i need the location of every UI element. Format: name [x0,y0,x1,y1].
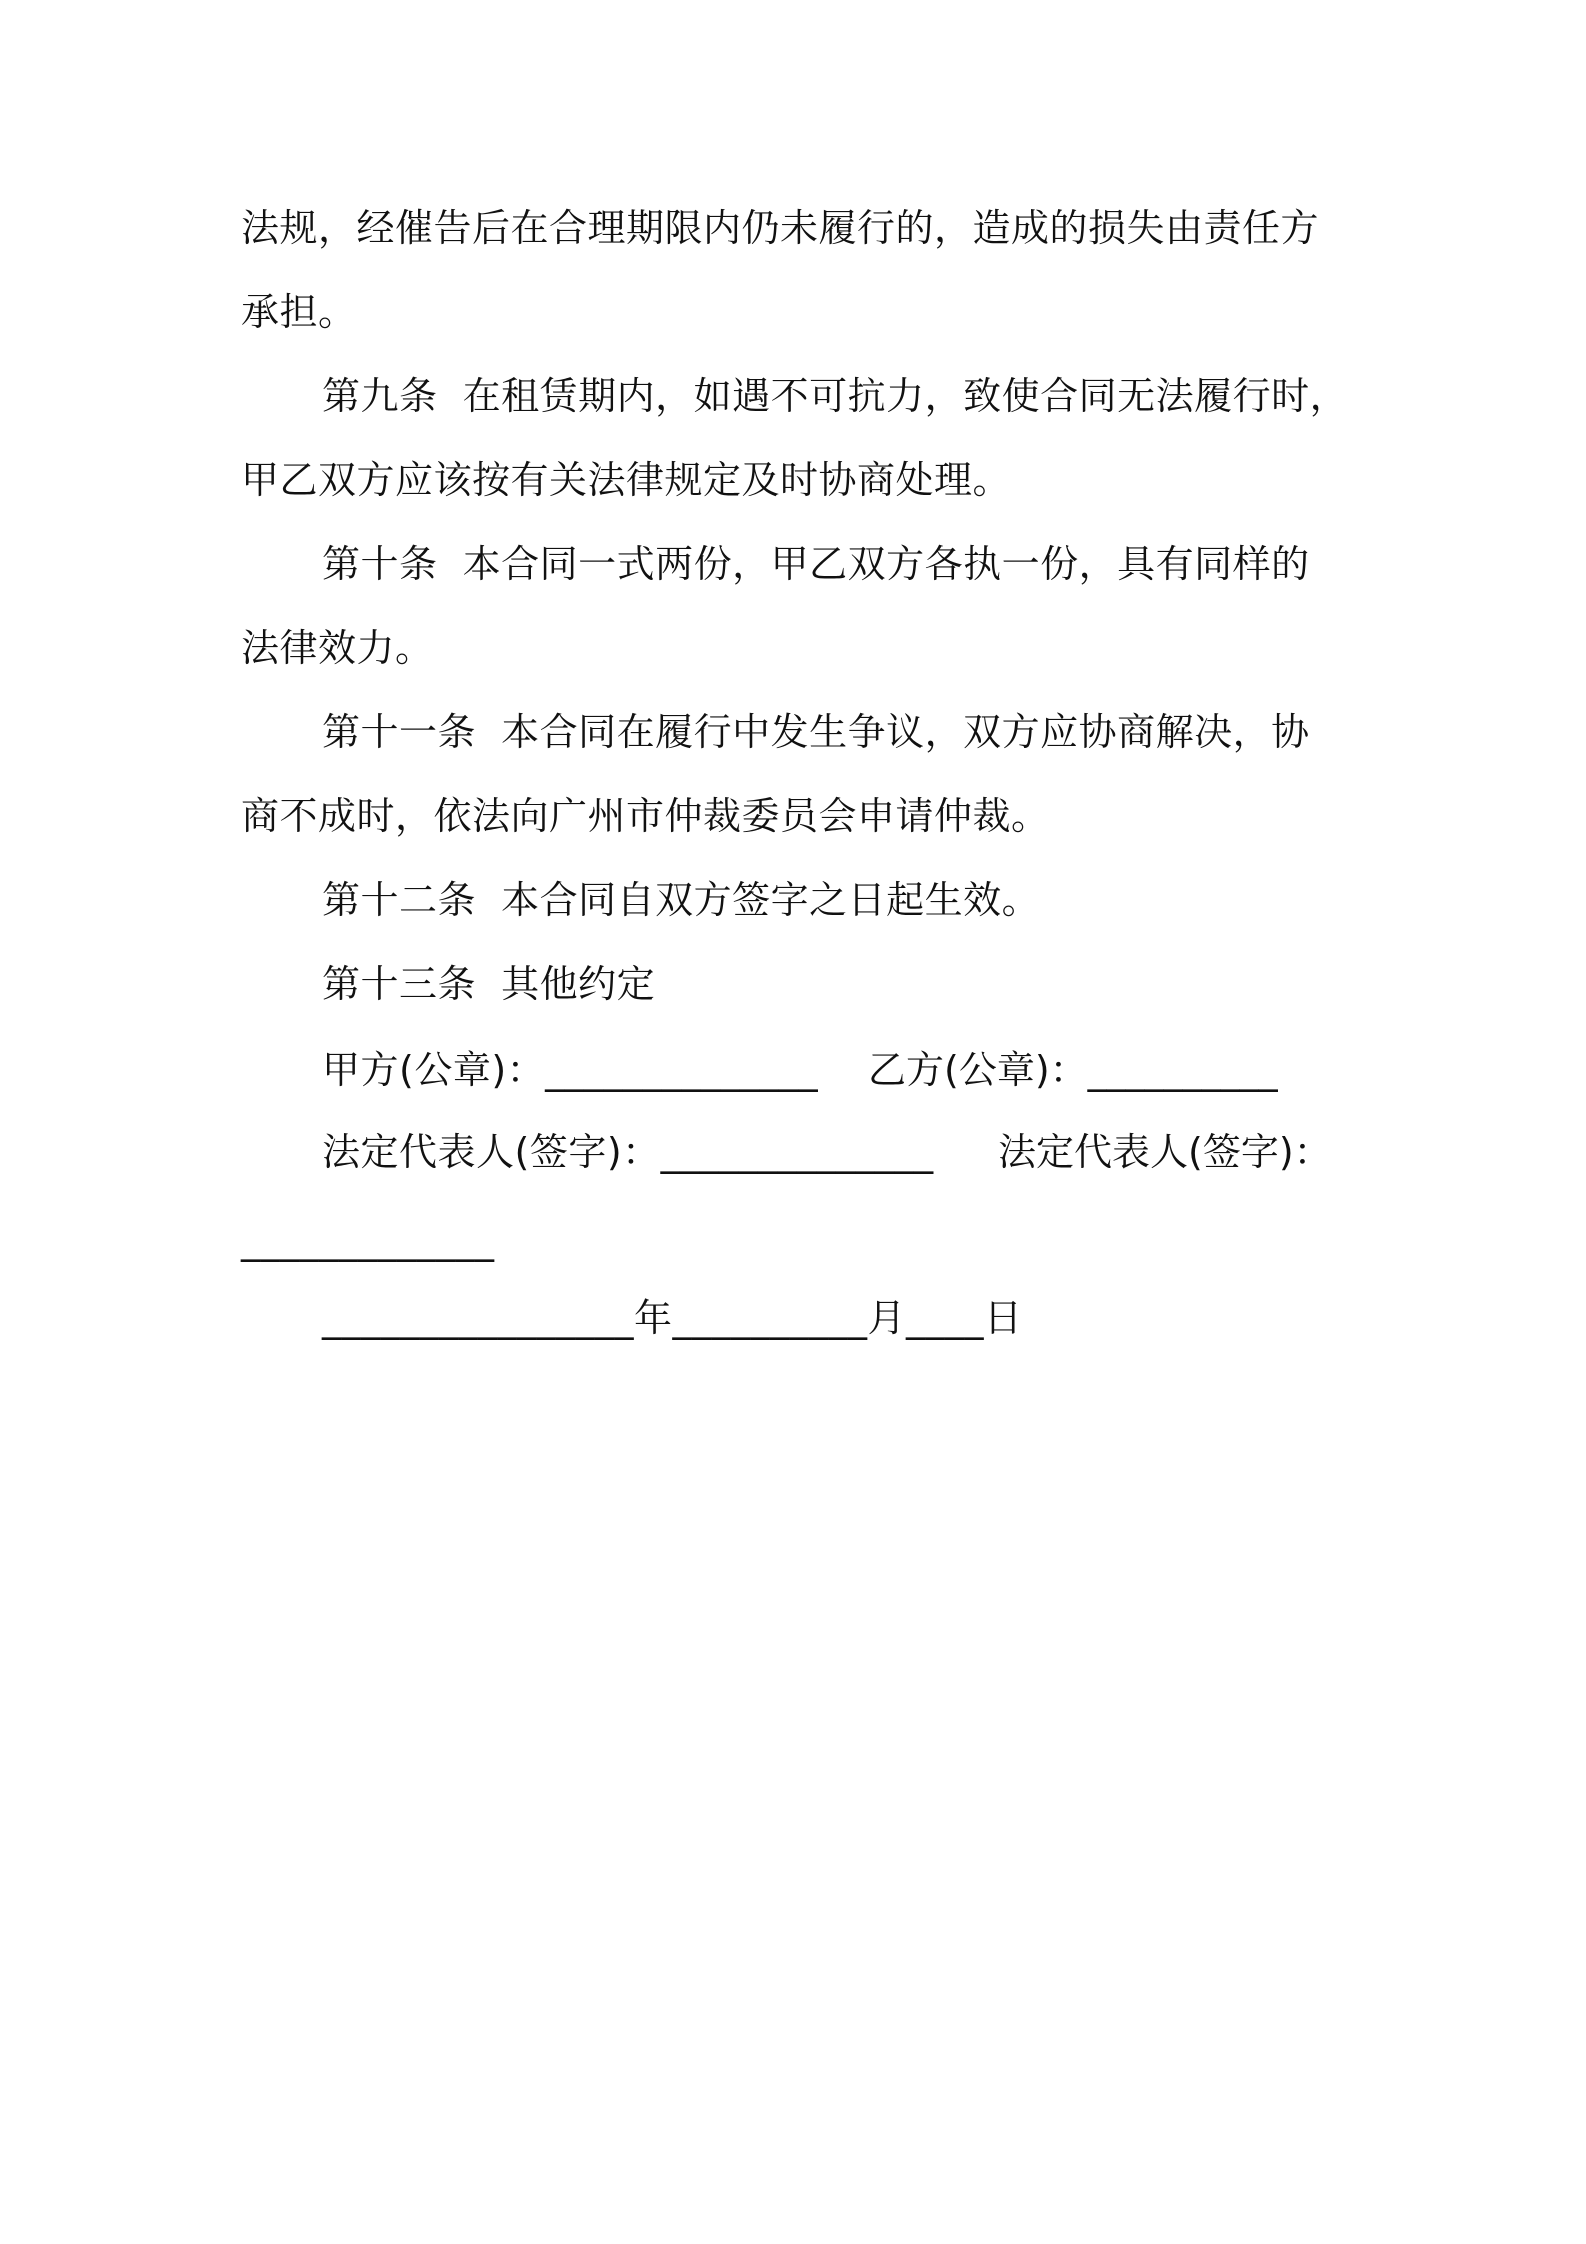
clause-10-line: 法律效力。 [241,626,434,670]
clause-11-line: 商不成时，依法向广州市仲裁委员会申请仲裁。 [241,794,1050,838]
party-a-seal-field: 甲方(公章)：______________ [322,1048,819,1092]
party-a-rep-field: 法定代表人(签字)：______________ [322,1130,934,1174]
party-b-rep-field: 法定代表人(签字)： [998,1130,1332,1174]
clause-10-line: 第十条 本合同一式两份，甲乙双方各执一份，具有同样的 [322,542,1310,586]
party-b-seal-field: 乙方(公章)：__________ [868,1048,1278,1092]
clause-9-line: 第九条 在租赁期内，如遇不可抗力，致使合同无法履行时， [322,374,1349,418]
clause-13-line: 第十三条 其他约定 [322,962,656,1006]
paragraph-line: 承担。 [241,290,357,334]
date-line: ________________年__________月____日 [322,1296,1023,1340]
clause-12-line: 第十二条 本合同自双方签字之日起生效。 [322,878,1041,922]
party-b-rep-blank: _____________ [241,1218,495,1262]
clause-9-line: 甲乙双方应该按有关法律规定及时协商处理。 [241,458,1012,502]
paragraph-line: 法规，经催告后在合理期限内仍未履行的，造成的损失由责任方 [241,206,1320,250]
clause-11-line: 第十一条 本合同在履行中发生争议，双方应协商解决，协 [322,710,1310,754]
